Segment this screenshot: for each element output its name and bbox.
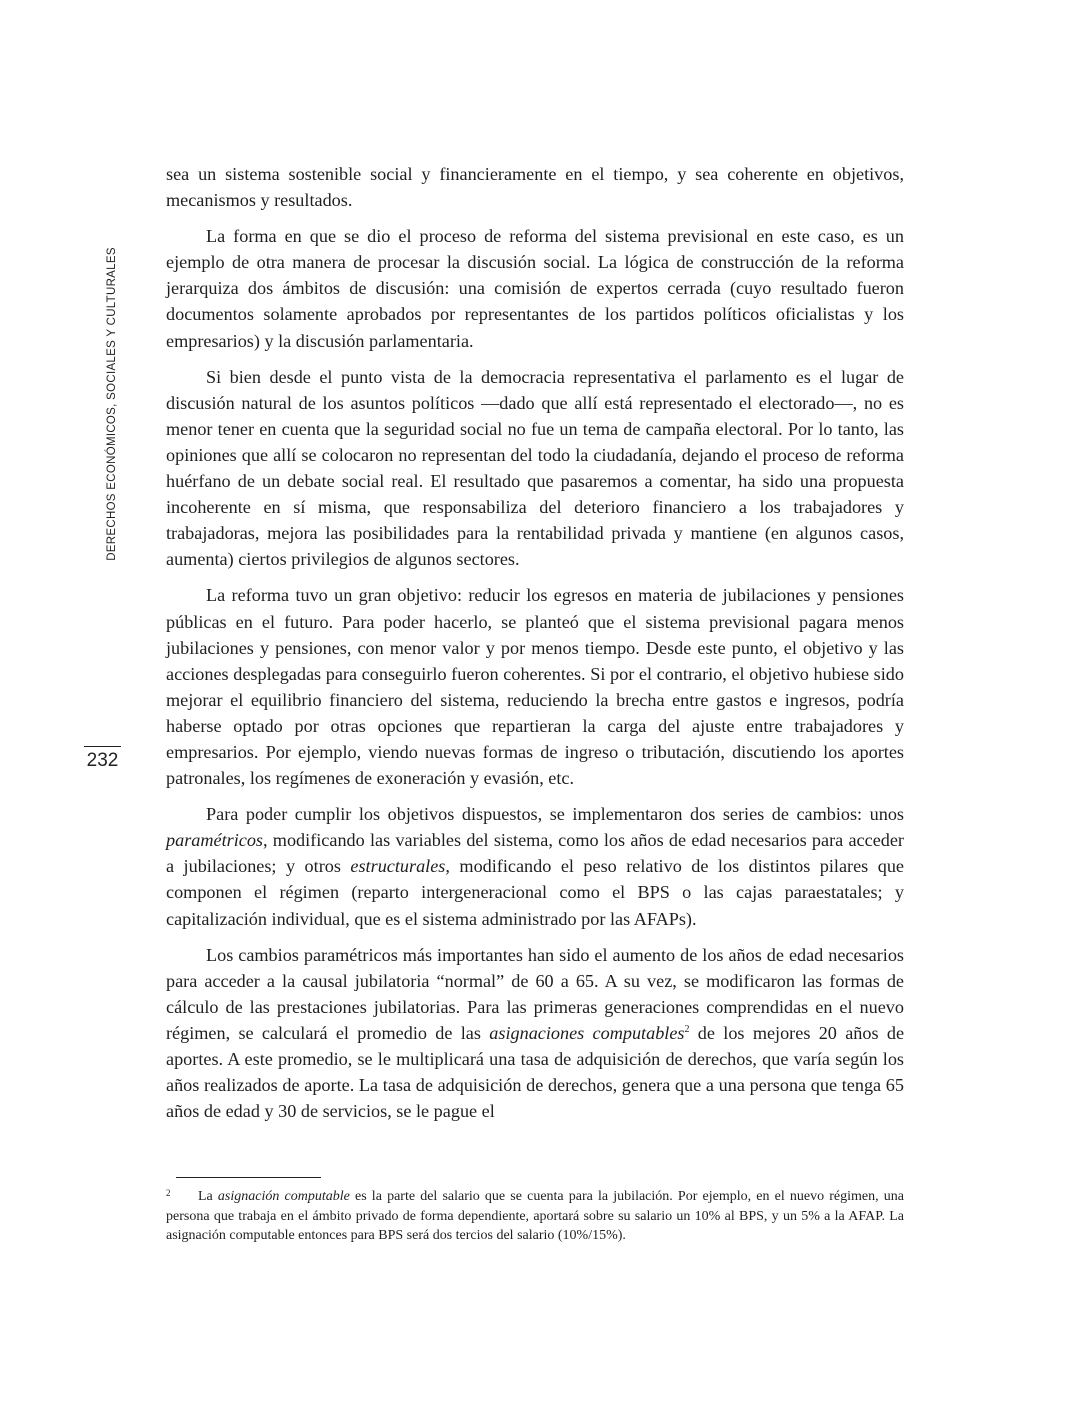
footnote-reference[interactable]: 2 <box>684 1023 690 1035</box>
footnote-mark: 2 <box>166 1188 171 1198</box>
paragraph-1: sea un sistema sostenible social y financieramente en el tiempo, y sea coherente en objetivos, mecanismos y resultados. <box>166 164 904 211</box>
paragraph-5-text-c: , modificando el peso relativo de los distintos pilares que componen el régimen (reparto intergeneracional como el BPS o las cajas paraestatales; y capitalización individual, que es el sistema administrado por las AFAPs). <box>166 856 904 929</box>
paragraph-5-text-b: , modificando las variables del sistema, como los años de edad necesarios para acceder a jubilaciones; y otros <box>166 830 904 877</box>
paragraph-5 <box>166 801 904 931</box>
body-text <box>166 161 904 1134</box>
paragraph-4: La reforma tuvo un gran objetivo: reducir los egresos en materia de jubilaciones y pensiones públicas en el futuro. Para poder hacerlo, se planteó que el sistema previsional pagara menos jubilaciones y pensiones, con menor valor y por menos tiempo. Desde este punto, el objetivo y las acciones desplegadas para conseguirlo fueron coherentes. Si por el contrario, el objetivo hubiese sido mejorar el equilibrio financiero del sistema, reduciendo la brecha entre gastos e ingresos, podría haberse optado por otras opciones que repartieran la carga del ajuste entre trabajadores y empresarios. Por ejemplo, viendo nuevas formas de ingreso o tributación, discutiendo los aportes patronales, los regímenes de exoneración y evasión, etc. <box>166 585 904 789</box>
paragraph-6-text-a: Los cambios paramétricos más importantes han sido el aumento de los años de edad necesarios para acceder a la causal jubilatoria “normal” de 60 a 65. A su vez, se modificaron las formas de cálculo de las prestaciones jubilatorias. Para las primeras generaciones comprendidas en el nuevo régimen, se calculará el promedio de las <box>166 944 904 1043</box>
footnote-text-a: La <box>198 1189 218 1204</box>
running-title: DERECHOS ECONÓMICOS, SOCIALES Y CULTURALES <box>106 247 118 561</box>
emphasis-parametricos: paramétricos <box>166 830 263 851</box>
footnote-emphasis: asignación computable <box>217 1189 350 1204</box>
footnote <box>166 1184 904 1246</box>
paragraph-6 <box>166 942 904 1125</box>
paragraph-6-text-b: de los mejores 20 años de aportes. A este promedio, se le multiplicará una tasa de adquisición de derechos, que varía según los años realizados de aporte. La tasa de adquisición de derechos, genera que a una persona que tenga 65 años de edad y 30 de servicios, se le pague el <box>166 1022 905 1122</box>
footnote-rule <box>176 1177 321 1178</box>
paragraph-5-text-a: Para poder cumplir los objetivos dispuestos, se implementaron dos series de cambios: unos <box>206 804 904 825</box>
paragraph-2: La forma en que se dio el proceso de reforma del sistema previsional en este caso, es un ejemplo de otra manera de procesar la discusión social. La lógica de construcción de la reforma jerarquiza dos ámbitos de discusión: una comisión de expertos cerrada (cuyo resultado fueron documentos solamente aprobados por representantes de los partidos políticos oficialistas y los empresarios) y la discusión parlamentaria. <box>166 226 904 351</box>
emphasis-asignaciones-computables: asignaciones computables <box>489 1022 685 1043</box>
paragraph-3: Si bien desde el punto vista de la democracia representativa el parlamento es el lugar de discusión natural de los asuntos políticos —dado que allí está representado el electorado—, no es menor tener en cuenta que la seguridad social no fue un tema de campaña electoral. Por lo tanto, las opiniones que allí se colocaron no representan del todo la ciudadanía, dejando el proceso de reforma huérfano de un debate social real. El resultado que pasaremos a comentar, ha sido una propuesta incoherente en sí misma, que responsabiliza del deterioro financiero a los trabajadores y trabajadoras, mejora las posibilidades para la rentabilidad privada y mantiene (en algunos casos, aumenta) ciertos privilegios de algunos sectores. <box>166 366 904 570</box>
page-number-rule <box>84 746 121 747</box>
emphasis-estructurales: estructurales <box>350 856 446 877</box>
footnote-text-b: es la parte del salario que se cuenta para la jubilación. Por ejemplo, en el nuevo régimen, una persona que trabaja en el ámbito privado de forma dependiente, aportará sobre su salario un 10% al BPS, y un 5% a la AFAP. La asignación computable entonces para BPS será dos tercios del salario (10%/15%). <box>166 1189 904 1244</box>
page-number: 232 <box>86 750 119 771</box>
